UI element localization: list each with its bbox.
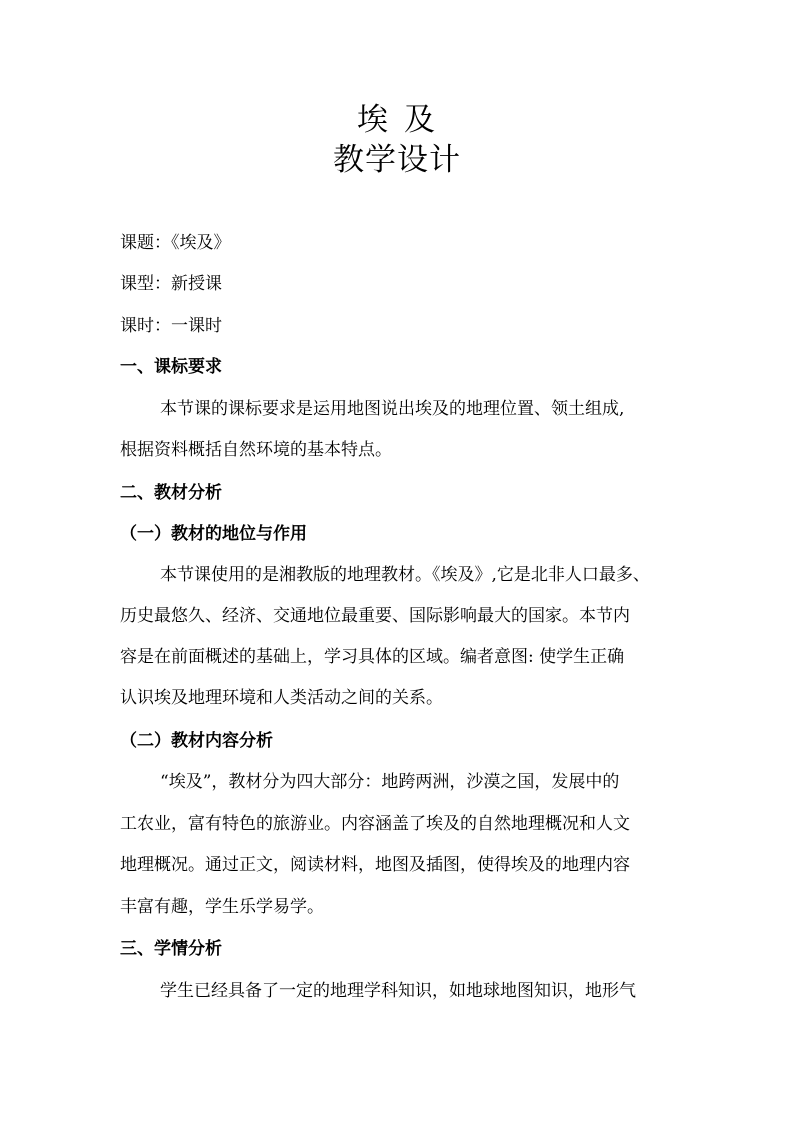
paragraph-line: 根据资料概括自然环境的基本特点。 <box>120 440 392 460</box>
section-heading-textbook: 二、教材分析 <box>120 483 222 503</box>
section-heading-learners: 三、学情分析 <box>120 939 222 959</box>
paragraph-line: 工农业，富有特色的旅游业。内容涵盖了埃及的自然地理概况和人文 <box>120 814 630 834</box>
paragraph-line: 本节课的课标要求是运用地图说出埃及的地理位置、领土组成, <box>160 399 625 419</box>
subsection-heading-role: （一）教材的地位与作用 <box>120 524 307 544</box>
paragraph-line: 本节课使用的是湘教版的地理教材。《埃及》,它是北非人口最多、 <box>160 565 650 585</box>
document-subtitle: 教学设计 <box>333 142 461 178</box>
paragraph-line: 丰富有趣，学生乐学易学。 <box>120 897 324 917</box>
subsection-heading-content: （二）教材内容分析 <box>120 731 273 751</box>
meta-topic: 课题：《埃及》 <box>120 233 231 253</box>
paragraph-line: 认识埃及地理环境和人类活动之间的关系。 <box>120 688 443 708</box>
paragraph-line: 容是在前面概述的基础上，学习具体的区域。编者意图: 使学生正确 <box>120 647 625 667</box>
meta-type: 课型：新授课 <box>120 274 222 294</box>
section-heading-curriculum: 一、课标要求 <box>120 357 222 377</box>
document-title: 埃及 <box>357 102 451 138</box>
paragraph-line: 历史最悠久、经济、交通地位最重要、国际影响最大的国家。本节内 <box>120 606 630 626</box>
paragraph-line: “埃及”，教材分为四大部分：地跨两洲，沙漠之国，发展中的 <box>160 772 620 792</box>
paragraph-line: 地理概况。通过正文，阅读材料，地图及插图，使得埃及的地理内容 <box>120 855 630 875</box>
paragraph-line: 学生已经具备了一定的地理学科知识，如地球地图知识，地形气 <box>160 981 636 1001</box>
meta-hours: 课时：一课时 <box>120 316 222 336</box>
